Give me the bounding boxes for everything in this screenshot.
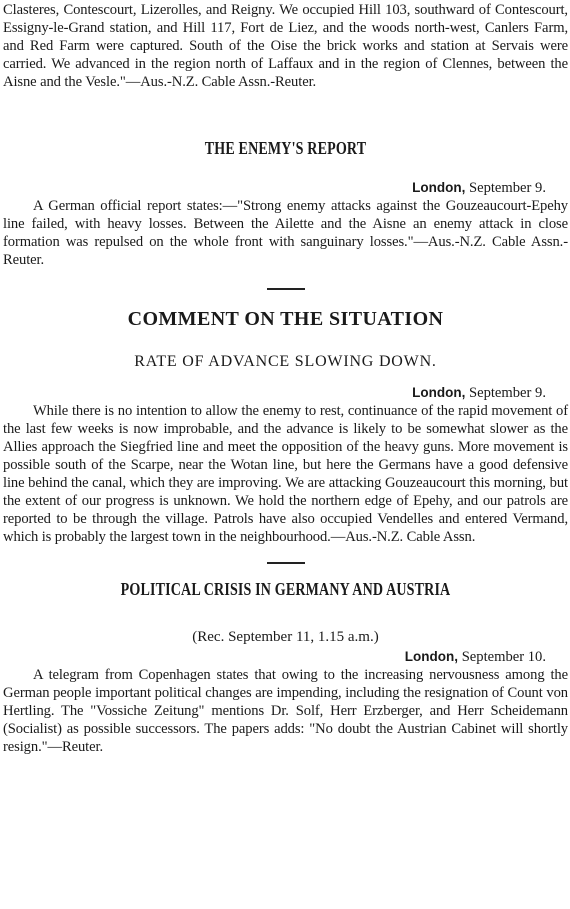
spacer xyxy=(3,269,568,288)
dateline-date: September 10. xyxy=(461,649,546,665)
spacer xyxy=(3,290,568,307)
article-subheading-rate: RATE OF ADVANCE SLOWING DOWN. xyxy=(134,353,437,370)
dateline-date: September 9. xyxy=(468,385,546,401)
dateline xyxy=(3,384,568,402)
spacer xyxy=(3,546,568,562)
spacer xyxy=(3,372,568,384)
dateline-city: London, xyxy=(404,649,459,664)
article-body-political-crisis: A telegram from Copenhagen states that owing to the increasing nervousness among the German people important political changes are impending, including the resignation of Count von Hertling. The "Vossiche Zeitung" mentions Dr. Solf, Herr Erzberger, and Herr Scheidemann (Socialist) as possible successors. The papers adds: "No doubt the Austrian Cabinet will shortly resign."—Reuter. xyxy=(3,667,568,755)
dateline xyxy=(3,648,568,666)
received-time: (Rec. September 11, 1.15 a.m.) xyxy=(192,629,379,645)
article-heading-comment: COMMENT ON THE SITUATION xyxy=(127,308,444,330)
spacer xyxy=(3,600,568,628)
article-heading-enemy-report: THE ENEMY'S REPORT xyxy=(204,138,367,158)
spacer xyxy=(3,331,568,352)
article-heading-political-crisis: POLITICAL CRISIS IN GERMANY AND AUSTRIA xyxy=(120,579,451,599)
intro-paragraph: Clasteres, Contescourt, Lizerolles, and Reigny. We occupied Hill 103, southward of Contescourt, Essigny-le-Grand station, and Hill 117, Fort de Liez, and the woods north-west, Canlers Farm, and Red Farm were captured. South of the Oise the brick works and station at Servais were carried. We advanced in the region north of Laffaux and in the region of Clennes, between the Aisne and the Vesle."—Aus.-N.Z. Cable Assn.-Reuter. xyxy=(3,2,568,90)
spacer xyxy=(3,91,568,137)
dateline xyxy=(3,179,568,197)
dateline-city: London, xyxy=(412,385,466,400)
article-body-enemy-report: A German official report states:—"Strong enemy attacks against the Gouzeaucourt-Epehy line failed, with heavy losses. Between the Ailette and the Aisne an enemy attack in close formation was repulsed on the whole front with sanguinary losses."—Aus.-N.Z. Cable Assn.-Reuter. xyxy=(3,198,568,268)
spacer xyxy=(3,564,568,578)
dateline-city: London, xyxy=(412,180,466,195)
spacer xyxy=(3,159,568,179)
dateline-date: September 9. xyxy=(468,180,546,196)
article-body-comment: While there is no intention to allow the enemy to rest, continuance of the rapid movement of the last few weeks is now improbable, and the advance is likely to be somewhat slower as the Allies approach the Siegfried line and meet the opposition of the heavy guns. More movement is possible south of the Scarpe, near the Wotan line, but here the Germans have a good defensive line behind the canal, which they are improving. We are attacking Gouzeaucourt this morning, but the extent of our progress is unknown. We hold the northern edge of Epehy, and our patrols are reported to be through the village. Patrols have also occupied Vendelles and entered Vermand, which is probably the largest town in the neighbourhood.—Aus.-N.Z. Cable Assn. xyxy=(3,403,568,545)
